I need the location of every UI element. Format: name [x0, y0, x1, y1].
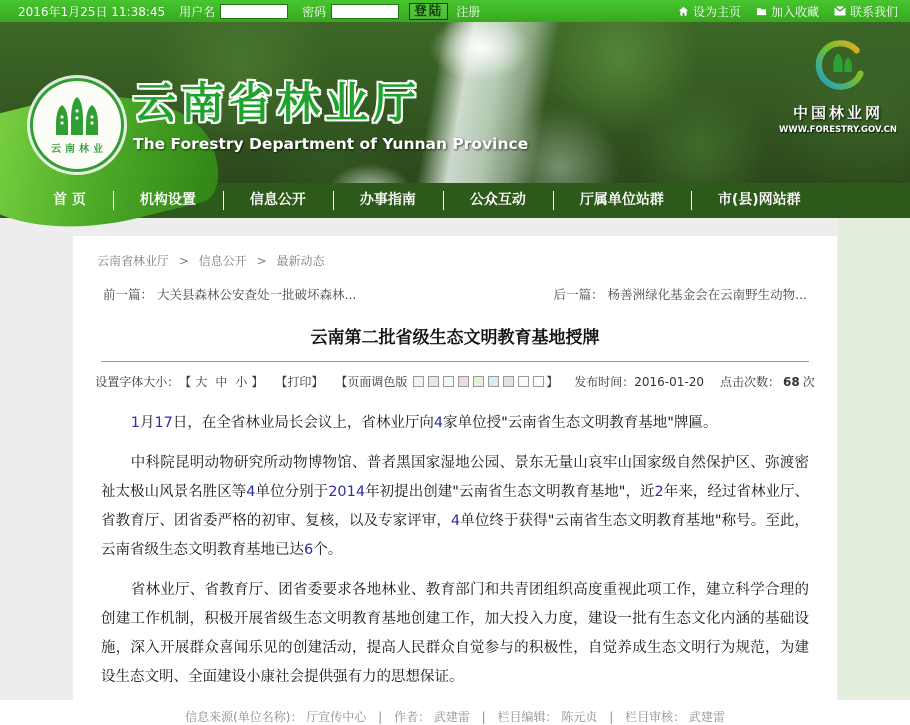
- site-logo-emblem: [30, 78, 124, 172]
- username-input[interactable]: [220, 4, 288, 19]
- hit-count-value: 68: [783, 374, 800, 389]
- username-label: 用户名: [179, 4, 216, 19]
- source-segment: 信息来源(单位名称)： 厅宣传中心: [185, 710, 367, 724]
- breadcrumb-current: 最新动态: [276, 254, 325, 268]
- article-paragraph: 1月17日，在全省林业局长会议上，省林业厅向4家单位授"云南省生态文明教育基地"牌匾。: [130, 415, 718, 431]
- breadcrumb-home[interactable]: 云南省林业厅: [97, 254, 170, 268]
- contact-us-link[interactable]: 联系我们: [834, 3, 898, 20]
- palette-swatch[interactable]: [413, 376, 424, 387]
- set-home-link[interactable]: 设为主页: [678, 3, 741, 20]
- prev-article-link[interactable]: 前一篇： 大关县森林公安查处一批破坏森林...: [103, 287, 357, 302]
- print-button[interactable]: 【打印】: [275, 375, 324, 389]
- palette-label: 【页面调色版: [335, 375, 408, 389]
- topbar-quick-links: [678, 3, 898, 20]
- header-banner: [0, 22, 910, 183]
- nav-item-service-guide[interactable]: 办事指南: [333, 183, 443, 218]
- article-body: [93, 396, 817, 692]
- next-article-link[interactable]: 后一篇： 杨善洲绿化基金会在云南野生动物...: [553, 287, 807, 302]
- palette-controls: 【页面调色版 】: [335, 375, 559, 389]
- breadcrumb-separator: >: [256, 254, 267, 268]
- article-pager: [93, 279, 817, 305]
- source-info: 信息来源(单位名称)： 厅宣传中心 | 作者： 武建雷 | 栏目编辑： 陈元贞 | 栏目审核： 武建雷: [185, 710, 725, 724]
- site-subtitle: The Forestry Department of Yunnan Province: [133, 135, 529, 154]
- font-small-button[interactable]: 小: [235, 375, 248, 389]
- editor-segment: 栏目编辑： 陈元贞: [497, 710, 598, 724]
- topbar: [0, 0, 910, 22]
- main-nav: [0, 183, 910, 218]
- folder-icon: [756, 6, 767, 17]
- palette-swatch[interactable]: [443, 376, 454, 387]
- password-label: 密码: [302, 4, 327, 19]
- palette-swatch[interactable]: [473, 376, 484, 387]
- font-large-button[interactable]: 大: [195, 375, 208, 389]
- partner-logo-title: 中国林业网: [792, 104, 883, 122]
- font-size-controls: 设置字体大小： 【 大 中 小 】: [95, 375, 264, 389]
- publish-date: 2016-01-20: [634, 374, 704, 389]
- site-title: 云南省林业厅: [133, 79, 421, 129]
- palette-swatch[interactable]: [533, 376, 544, 387]
- page-background: [0, 218, 910, 724]
- palette-swatch[interactable]: [518, 376, 529, 387]
- nav-item-organization[interactable]: 机构设置: [113, 183, 223, 218]
- topbar-datetime: 2016年1月25日 11:38:45: [18, 4, 166, 19]
- palette-swatch[interactable]: [428, 376, 439, 387]
- partner-logo[interactable]: [772, 38, 904, 135]
- nav-item-home[interactable]: 首 页: [53, 192, 86, 208]
- font-size-label: 设置字体大小：: [95, 375, 180, 389]
- nav-item-public-interaction[interactable]: 公众互动: [443, 183, 553, 218]
- palette-swatch[interactable]: [458, 376, 469, 387]
- publish-time: 发布时间： 2016-01-20: [574, 374, 704, 389]
- breadcrumb-section[interactable]: 信息公开: [198, 254, 247, 268]
- register-link[interactable]: 注册: [456, 4, 481, 19]
- site-titles: [133, 80, 528, 153]
- palette-swatch[interactable]: [488, 376, 499, 387]
- author-segment: 作者： 武建雷: [394, 710, 470, 724]
- hit-count: 点击次数： 68 次: [720, 374, 815, 389]
- password-input[interactable]: [331, 4, 399, 19]
- palette-swatch[interactable]: [503, 376, 514, 387]
- reviewer-segment: 栏目审核： 武建雷: [625, 710, 725, 724]
- site-logo-text: 云南林业: [51, 144, 107, 155]
- font-medium-button[interactable]: 中: [215, 375, 228, 389]
- add-favorite-link[interactable]: 加入收藏: [756, 3, 819, 20]
- china-forestry-icon: [772, 38, 904, 100]
- nav-item-unit-sites[interactable]: 厅属单位站群: [553, 183, 691, 218]
- article-meta-bar: [93, 362, 817, 396]
- trees-icon: [48, 95, 106, 139]
- article-paragraph: 省林业厅、省教育厅、团省委要求各地林业、教育部门和共青团组织高度重视此项工作，建立科学合理的创建工作机制，积极开展省级生态文明教育基地创建工作，加大投入力度，建设一批有生态文化内涵的基础设施，深入开展群众喜闻乐见的创建活动，提高人民群众自觉参与的积极性，自觉养成生态文明行为规范，为建设生态文明、全面建设小康社会提供强有力的思想保证。: [101, 582, 809, 685]
- partner-logo-url: WWW.FORESTRY.GOV.CN: [778, 125, 898, 135]
- article-paragraph: 中科院昆明动物研究所动物博物馆、普者黑国家湿地公园、景东无量山哀牢山国家级自然保护区、弥渡密祉太极山风景名胜区等4单位分别于2014年初提出创建"云南省生态文明教育基地"，近2年来，经过省林业厅、省教育厅、团省委严格的初审、复核，以及专家评审，4单位终于获得"云南省生态文明教育基地"称号。至此，云南省级生态文明教育基地已达6个。: [101, 455, 810, 558]
- home-icon: [678, 6, 689, 17]
- article-title: 云南第二批省级生态文明教育基地授牌: [101, 323, 809, 362]
- envelope-icon: [834, 6, 846, 16]
- nav-item-info-disclosure[interactable]: 信息公开: [223, 183, 333, 218]
- login-button[interactable]: 登陆: [409, 3, 448, 20]
- content-card: [73, 236, 837, 724]
- nav-item-city-sites[interactable]: 市(县)网站群: [691, 183, 828, 218]
- breadcrumb-separator: >: [178, 254, 189, 268]
- breadcrumb: [93, 246, 817, 279]
